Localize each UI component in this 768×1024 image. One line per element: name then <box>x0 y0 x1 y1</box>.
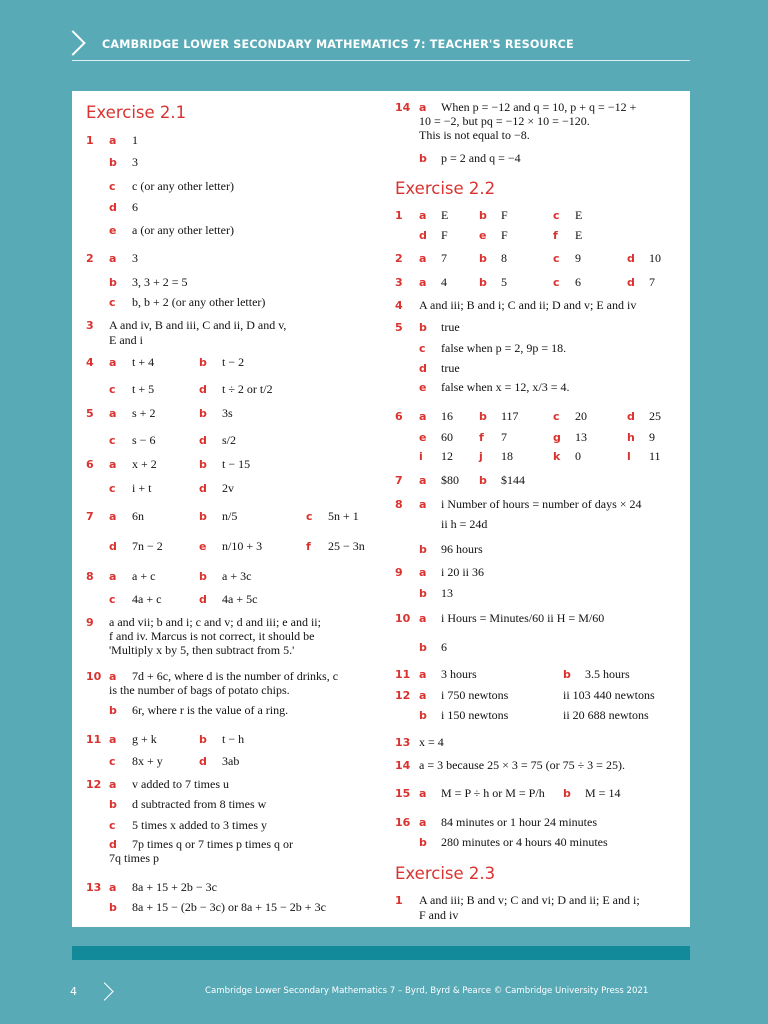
answer-text: t + 4 <box>132 355 155 369</box>
part-label: e <box>419 381 427 394</box>
answer-text: 7n − 2 <box>132 539 163 553</box>
answer-text: 6 <box>575 275 581 289</box>
answer-text: t + 5 <box>132 382 155 396</box>
answer-text: 96 hours <box>441 542 483 556</box>
answer-text: true <box>441 361 460 375</box>
part-label: c <box>109 434 116 447</box>
question-number: 9 <box>395 566 403 579</box>
answer-text: 9 <box>649 430 655 444</box>
question-number: 1 <box>86 134 94 147</box>
part-label: f <box>306 540 311 553</box>
part-label: a <box>109 134 117 147</box>
answer-text: E <box>575 228 583 242</box>
part-label: d <box>109 838 117 851</box>
answer-text: 4a + c <box>132 592 162 606</box>
answer-text: v added to 7 times u <box>132 777 229 791</box>
answer-text: 25 <box>649 409 661 423</box>
part-label: a <box>419 410 427 423</box>
answer-text: 2v <box>222 481 234 495</box>
question-number: 12 <box>86 778 102 791</box>
part-label: c <box>553 252 560 265</box>
part-label: b <box>419 321 427 334</box>
part-label: b <box>199 570 207 583</box>
part-label: a <box>109 670 117 683</box>
answer-text: 18 <box>501 449 513 463</box>
part-label: c <box>109 755 116 768</box>
part-label: d <box>199 593 207 606</box>
question-number: 14 <box>395 759 411 772</box>
answer-text: i 750 newtons <box>441 688 509 702</box>
part-label: j <box>479 450 483 463</box>
answer-text: M = P ÷ h or M = P/h <box>441 786 545 800</box>
question-number: 13 <box>86 881 102 894</box>
answer-text: 3 <box>132 251 138 265</box>
part-label: b <box>419 836 427 849</box>
part-label: e <box>199 540 207 553</box>
answer-text: i 20 ii 36 <box>441 565 485 579</box>
answer-text: F <box>501 228 508 242</box>
part-label: c <box>109 593 116 606</box>
answer-text: 84 minutes or 1 hour 24 minutes <box>441 815 597 829</box>
part-label: d <box>199 482 207 495</box>
part-label: b <box>109 704 117 717</box>
part-label: a <box>419 816 427 829</box>
part-label: b <box>563 787 571 800</box>
part-label: a <box>419 612 427 625</box>
chevron-right-icon <box>95 982 113 1000</box>
part-label: d <box>419 362 427 375</box>
chevron-right-icon <box>60 30 85 55</box>
answer-text: $144 <box>501 473 525 487</box>
part-label: b <box>109 276 117 289</box>
answer-text: 3s <box>222 406 233 420</box>
part-label: d <box>199 755 207 768</box>
header-rule <box>72 60 690 61</box>
answer-text: 3ab <box>222 754 240 768</box>
question-number: 15 <box>395 787 411 800</box>
question-number: 10 <box>395 612 411 625</box>
answer-text: 117 <box>501 409 519 423</box>
part-label: f <box>553 229 558 242</box>
part-label: a <box>419 566 427 579</box>
part-label: a <box>419 498 427 511</box>
answer-text: b, b + 2 (or any other letter) <box>132 295 266 309</box>
part-label: e <box>419 431 427 444</box>
answer-text: 5 times x added to 3 times y <box>132 818 267 832</box>
answer-text: false when p = 2, 9p = 18. <box>441 341 567 355</box>
part-label: a <box>419 787 427 800</box>
exercise-heading: Exercise 2.3 <box>395 864 496 883</box>
part-label: b <box>199 356 207 369</box>
question-number: 7 <box>86 510 94 523</box>
answer-text: 3.5 hours <box>585 667 630 681</box>
header-title: CAMBRIDGE LOWER SECONDARY MATHEMATICS 7: TEACHER'S RESOURCE <box>102 38 574 51</box>
question-number: 1 <box>395 894 403 907</box>
answer-text: 280 minutes or 4 hours 40 minutes <box>441 835 608 849</box>
answer-text: When p = −12 and q = 10, p + q = −12 + <box>441 100 637 114</box>
part-label: a <box>109 570 117 583</box>
part-label: b <box>419 152 427 165</box>
part-label: b <box>479 276 487 289</box>
question-number: 5 <box>86 407 94 420</box>
part-label: b <box>419 543 427 556</box>
question-number: 1 <box>395 209 403 222</box>
answer-text: a (or any other letter) <box>132 223 234 237</box>
answer-text: 16 <box>441 409 453 423</box>
part-label: a <box>419 101 427 114</box>
answer-text: E and i <box>109 333 143 347</box>
part-label: i <box>419 450 423 463</box>
answer-page <box>72 91 690 927</box>
part-label: l <box>627 450 631 463</box>
part-label: a <box>419 209 427 222</box>
answer-text: ii 103 440 newtons <box>563 688 655 702</box>
part-label: g <box>553 431 561 444</box>
question-number: 4 <box>86 356 94 369</box>
answer-text: 4 <box>441 275 447 289</box>
part-label: a <box>109 733 117 746</box>
answer-text: A and iv, B and iii, C and ii, D and v, <box>109 318 287 332</box>
question-number: 8 <box>395 498 403 511</box>
part-label: a <box>419 276 427 289</box>
part-label: b <box>419 709 427 722</box>
answer-text: 5n + 1 <box>328 509 359 523</box>
answer-text: t − 2 <box>222 355 245 369</box>
answer-text: 9 <box>575 251 581 265</box>
answer-text: ii 20 688 newtons <box>563 708 649 722</box>
part-label: a <box>109 458 117 471</box>
answer-text: 8x + y <box>132 754 163 768</box>
question-number: 2 <box>395 252 403 265</box>
exercise-heading: Exercise 2.1 <box>86 103 187 122</box>
part-label: c <box>109 819 116 832</box>
part-label: d <box>109 201 117 214</box>
answer-text: A and iii; B and v; C and vi; D and ii; E and i; <box>419 893 640 907</box>
answer-text: This is not equal to −8. <box>419 128 530 142</box>
answer-text: 4a + 5c <box>222 592 258 606</box>
part-label: d <box>199 383 207 396</box>
answer-text: false when x = 12, x/3 = 4. <box>441 380 570 394</box>
answer-text: F <box>441 228 448 242</box>
part-label: c <box>109 383 116 396</box>
answer-text: 8a + 15 − (2b − 3c) or 8a + 15 − 2b + 3c <box>132 900 326 914</box>
answer-text: x + 2 <box>132 457 157 471</box>
question-number: 14 <box>395 101 411 114</box>
answer-text: s + 2 <box>132 406 156 420</box>
answer-text: s − 6 <box>132 433 156 447</box>
part-label: b <box>419 587 427 600</box>
part-label: a <box>109 407 117 420</box>
part-label: f <box>479 431 484 444</box>
answer-text: g + k <box>132 732 157 746</box>
question-number: 11 <box>395 668 411 681</box>
part-label: c <box>109 482 116 495</box>
part-label: h <box>627 431 635 444</box>
question-number: 8 <box>86 570 94 583</box>
answer-text: x = 4 <box>419 735 444 749</box>
exercise-heading: Exercise 2.2 <box>395 179 496 198</box>
question-number: 4 <box>395 299 403 312</box>
answer-text: 1 <box>132 133 138 147</box>
answer-text: 12 <box>441 449 453 463</box>
part-label: b <box>199 733 207 746</box>
part-label: a <box>109 778 117 791</box>
answer-text: 8a + 15 + 2b − 3c <box>132 880 217 894</box>
question-number: 9 <box>86 616 94 629</box>
question-number: 3 <box>395 276 403 289</box>
question-number: 12 <box>395 689 411 702</box>
answer-text: 6 <box>132 200 138 214</box>
answer-text: 7 <box>649 275 655 289</box>
part-label: d <box>419 229 427 242</box>
answer-text: E <box>575 208 583 222</box>
answer-text: p = 2 and q = −4 <box>441 151 521 165</box>
part-label: b <box>199 458 207 471</box>
answer-text: 11 <box>649 449 661 463</box>
part-label: b <box>109 798 117 811</box>
question-number: 11 <box>86 733 102 746</box>
answer-text: 'Multiply x by 5, then subtract from 5.' <box>109 643 295 657</box>
answer-text: 3, 3 + 2 = 5 <box>132 275 188 289</box>
answer-text: a and vii; b and i; c and v; d and iii; e and ii; <box>109 615 321 629</box>
answer-text: a = 3 because 25 × 3 = 75 (or 75 ÷ 3 = 25). <box>419 758 625 772</box>
question-number: 6 <box>86 458 94 471</box>
part-label: a <box>109 356 117 369</box>
answer-text: 7 <box>441 251 447 265</box>
part-label: e <box>479 229 487 242</box>
question-number: 5 <box>395 321 403 334</box>
part-label: b <box>479 474 487 487</box>
answer-text: 20 <box>575 409 587 423</box>
question-number: 16 <box>395 816 411 829</box>
answer-text: 8 <box>501 251 507 265</box>
part-label: b <box>199 407 207 420</box>
part-label: c <box>553 410 560 423</box>
part-label: d <box>627 252 635 265</box>
part-label: c <box>109 180 116 193</box>
part-label: a <box>109 881 117 894</box>
answer-text: d subtracted from 8 times w <box>132 797 267 811</box>
answer-text: t ÷ 2 or t/2 <box>222 382 273 396</box>
answer-text: ii h = 24d <box>441 517 488 531</box>
answer-text: i Number of hours = number of days × 24 <box>441 497 642 511</box>
part-label: d <box>199 434 207 447</box>
question-number: 2 <box>86 252 94 265</box>
question-number: 6 <box>395 410 403 423</box>
page-header <box>0 0 768 62</box>
answer-text: 7 <box>501 430 507 444</box>
answer-text: is the number of bags of potato chips. <box>109 683 290 697</box>
answer-text: $80 <box>441 473 459 487</box>
answer-text: 60 <box>441 430 453 444</box>
part-label: b <box>109 901 117 914</box>
answer-text: 10 <box>649 251 661 265</box>
answer-text: 6r, where r is the value of a ring. <box>132 703 289 717</box>
part-label: d <box>109 540 117 553</box>
answer-text: i 150 newtons <box>441 708 509 722</box>
answer-text: t − h <box>222 732 245 746</box>
answer-text: s/2 <box>222 433 237 447</box>
answer-text: 3 <box>132 155 138 169</box>
question-number: 10 <box>86 670 102 683</box>
part-label: b <box>479 209 487 222</box>
answer-text: n/10 + 3 <box>222 539 263 553</box>
answer-text: 7q times p <box>109 851 159 865</box>
part-label: a <box>419 474 427 487</box>
answer-text: f and iv. Marcus is not correct, it should be <box>109 629 315 643</box>
part-label: b <box>419 641 427 654</box>
answer-text: A and iii; B and i; C and ii; D and v; E and iv <box>419 298 637 312</box>
part-label: c <box>306 510 313 523</box>
answer-text: i + t <box>132 481 152 495</box>
answer-text: t − 15 <box>222 457 251 471</box>
answer-text: true <box>441 320 460 334</box>
answer-text: 25 − 3n <box>328 539 365 553</box>
answer-text: F <box>501 208 508 222</box>
part-label: a <box>109 510 117 523</box>
part-label: b <box>479 410 487 423</box>
part-label: d <box>627 276 635 289</box>
part-label: b <box>479 252 487 265</box>
answer-text: 6 <box>441 640 447 654</box>
answer-text: i Hours = Minutes/60 ii H = M/60 <box>441 611 605 625</box>
question-number: 3 <box>86 319 94 332</box>
answer-text: a + c <box>132 569 156 583</box>
part-label: a <box>419 252 427 265</box>
answer-text: M = 14 <box>585 786 621 800</box>
part-label: e <box>109 224 117 237</box>
answer-text: F and iv <box>419 908 459 922</box>
question-number: 13 <box>395 736 411 749</box>
question-number: 7 <box>395 474 403 487</box>
part-label: d <box>627 410 635 423</box>
part-label: a <box>109 252 117 265</box>
page-number: 4 <box>70 985 77 998</box>
part-label: k <box>553 450 561 463</box>
part-label: b <box>109 156 117 169</box>
answer-text: 13 <box>441 586 453 600</box>
answer-text: 0 <box>575 449 581 463</box>
footer-credit: Cambridge Lower Secondary Mathematics 7 – Byrd, Byrd & Pearce © Cambridge University Press 2021 <box>205 986 649 996</box>
answer-text: c (or any other letter) <box>132 179 234 193</box>
answer-text: 3 hours <box>441 667 477 681</box>
answer-text: 10 = −2, but pq = −12 × 10 = −120. <box>419 114 590 128</box>
footer-bar <box>72 946 690 960</box>
answer-text: 7d + 6c, where d is the number of drinks, c <box>132 669 339 683</box>
part-label: b <box>199 510 207 523</box>
part-label: a <box>419 689 427 702</box>
answer-text: n/5 <box>222 509 238 523</box>
answer-text: E <box>441 208 449 222</box>
part-label: b <box>563 668 571 681</box>
answer-text: a + 3c <box>222 569 252 583</box>
part-label: c <box>553 209 560 222</box>
answer-text: 7p times q or 7 times p times q or <box>132 837 293 851</box>
part-label: c <box>419 342 426 355</box>
part-label: c <box>553 276 560 289</box>
answer-text: 13 <box>575 430 587 444</box>
part-label: a <box>419 668 427 681</box>
answer-text: 5 <box>501 275 507 289</box>
part-label: c <box>109 296 116 309</box>
answer-text: 6n <box>132 509 144 523</box>
